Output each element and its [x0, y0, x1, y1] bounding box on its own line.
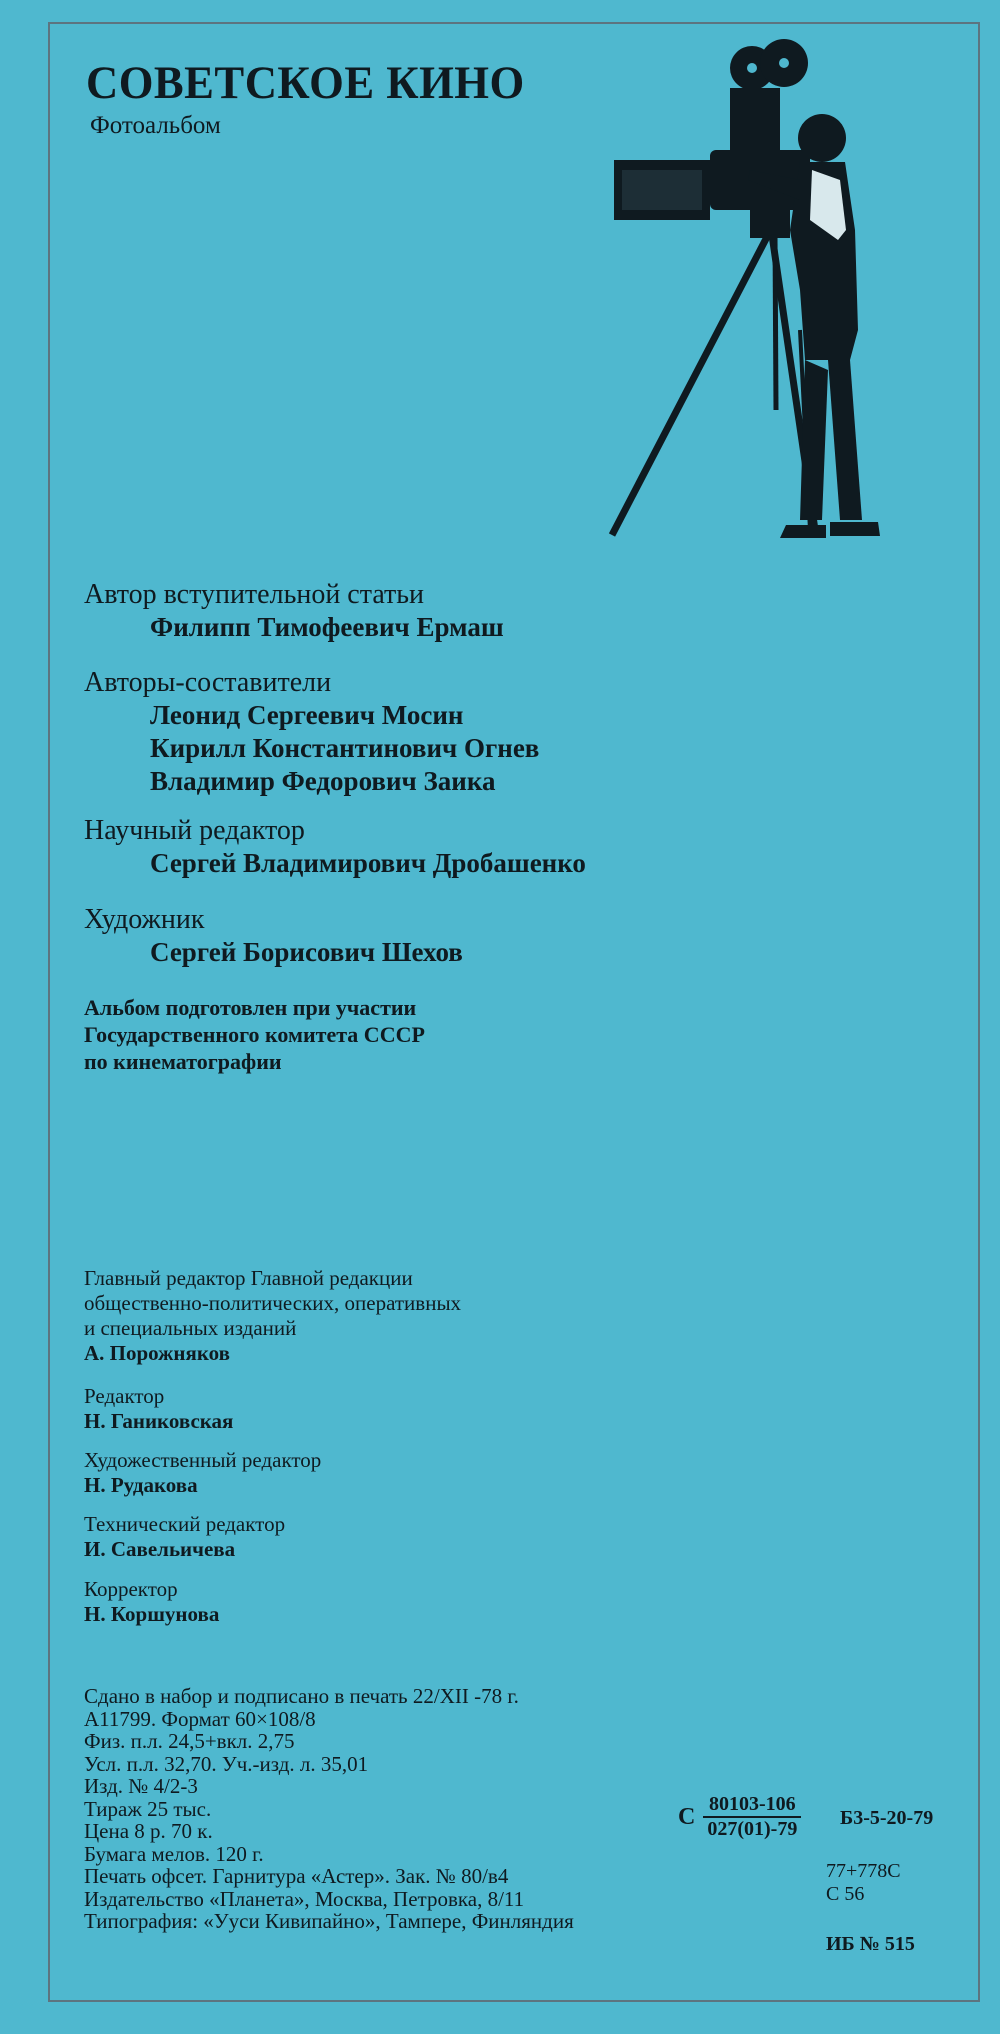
credit-author — [84, 578, 504, 644]
participation-note — [84, 994, 425, 1075]
credit-compilers — [84, 666, 539, 798]
note-line: Альбом подготовлен при участии — [84, 995, 417, 1020]
staff-role: Редактор — [84, 1384, 165, 1408]
credit-artist — [84, 903, 463, 969]
bz-code: Б3-5-20-79 — [840, 1807, 934, 1829]
credit-scientific-editor — [84, 814, 586, 880]
film-camera-operator-icon — [600, 30, 900, 550]
imprint-line: Издательство «Планета», Москва, Петровка, 8/11 — [84, 1886, 525, 1911]
staff-role: общественно-политических, оперативных — [84, 1291, 462, 1315]
staff-name: Н. Рудакова — [84, 1473, 198, 1497]
ib-number: ИБ № 515 — [826, 1933, 915, 1955]
book-title: СОВЕТСКОЕ КИНО — [86, 57, 525, 109]
staff-role: Главный редактор Главной редакции — [84, 1266, 413, 1290]
staff-name: И. Савельичева — [84, 1537, 236, 1561]
staff-name: Н. Ганиковская — [84, 1409, 234, 1433]
credit-role: Автор вступительной статьи — [84, 579, 425, 610]
credit-name: Сергей Борисович Шехов — [150, 937, 463, 967]
imprint-line: Усл. п.л. 32,70. Уч.-изд. л. 35,01 — [84, 1751, 369, 1776]
credit-name: Кирилл Константинович Огнев — [150, 733, 540, 763]
credit-name: Леонид Сергеевич Мосин — [150, 700, 464, 730]
credit-name: Владимир Федорович Заика — [150, 766, 496, 796]
imprint-line: Тираж 25 тыс. — [84, 1796, 212, 1821]
staff-role: Корректор — [84, 1577, 178, 1601]
staff-role: и специальных изданий — [84, 1316, 297, 1340]
code2-line: С 56 — [826, 1883, 865, 1905]
imprint-line: Типография: «Ууси Кивипайно», Тампере, Финляндия — [84, 1909, 574, 1933]
code-prefix: С — [678, 1803, 696, 1830]
credit-role: Авторы-составители — [84, 667, 332, 698]
credit-role: Художник — [84, 904, 205, 935]
code-numerator: 80103-106 — [703, 1793, 801, 1818]
classification-code — [678, 1793, 801, 1841]
imprint-line: Сдано в набор и подписано в печать 22/XII -78 г. — [84, 1684, 519, 1708]
code2-line: 77+778С — [826, 1860, 901, 1882]
staff-chief-editor — [84, 1266, 461, 1366]
code2 — [826, 1860, 901, 1906]
imprint-line: Изд. № 4/2-3 — [84, 1774, 198, 1798]
staff-role: Художественный редактор — [84, 1448, 322, 1472]
note-line: Государственного комитета СССР — [84, 1022, 425, 1047]
imprint-line: Физ. п.л. 24,5+вкл. 2,75 — [84, 1729, 295, 1753]
note-line: по кинематографии — [84, 1049, 282, 1074]
credit-name: Сергей Владимирович Дробашенко — [150, 848, 586, 878]
staff-art-editor — [84, 1448, 321, 1498]
staff-role: Технический редактор — [84, 1512, 286, 1536]
code-fraction — [703, 1793, 801, 1841]
staff-name: А. Порожняков — [84, 1341, 230, 1365]
imprint-line: Бумага мелов. 120 г. — [84, 1841, 264, 1866]
book-subtitle: Фотоальбом — [90, 112, 221, 139]
credit-role: Научный редактор — [84, 815, 305, 846]
imprint-line: Цена 8 р. 70 к. — [84, 1819, 213, 1843]
credit-name: Филипп Тимофеевич Ермаш — [150, 612, 504, 642]
staff-editor — [84, 1384, 233, 1434]
code-denominator: 027(01)-79 — [707, 1818, 798, 1840]
staff-corrector — [84, 1577, 219, 1627]
staff-name: Н. Коршунова — [84, 1602, 220, 1626]
staff-tech-editor — [84, 1512, 285, 1562]
imprint — [84, 1685, 574, 1933]
imprint-line: А11799. Формат 60×108/8 — [84, 1706, 316, 1731]
imprint-line: Печать офсет. Гарнитура «Астер». Зак. № 80/в4 — [84, 1864, 509, 1888]
